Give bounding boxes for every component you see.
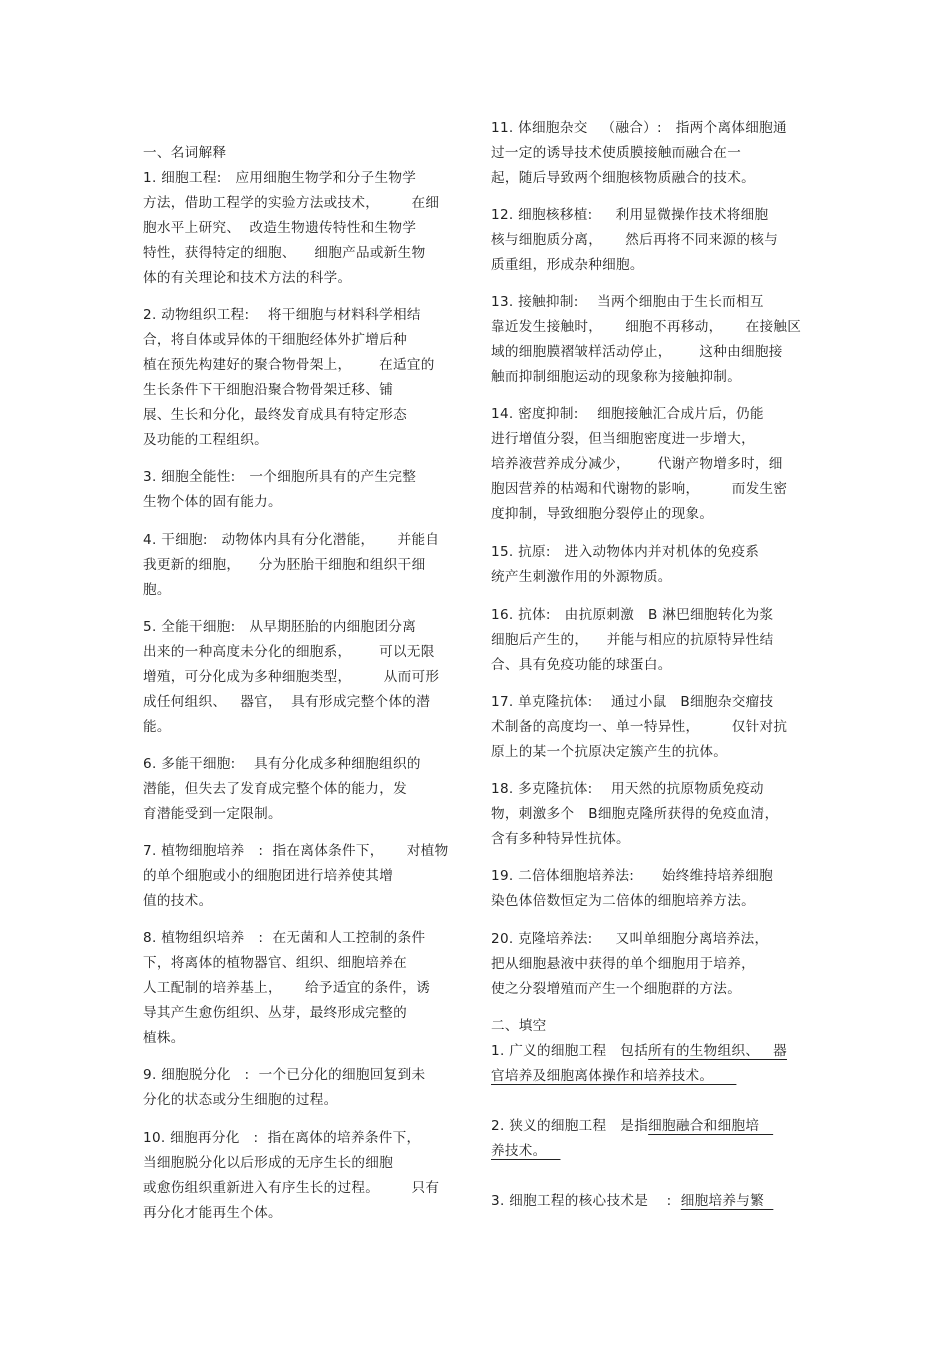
text-line: 11. 体细胞杂交 （融合）: 指两个离体细胞通 (491, 120, 787, 136)
definition-15 (491, 540, 809, 590)
text-line: 胞水平上研究、 改造生物遗传特性和生物学 (143, 220, 417, 236)
text-line: 12. 细胞核移植: 利用显微操作技术将细胞 (491, 207, 769, 223)
text-line: 方法，借助工程学的实验方法或技术， 在细 (143, 195, 440, 211)
text-line: 出来的一种高度未分化的细胞系， 可以无限 (143, 644, 435, 660)
text-line: 物，刺激多个 B细胞克隆所获得的免疫血清， (491, 806, 779, 822)
definition-9 (143, 1063, 461, 1113)
text-line: 再分化才能再生个体。 (143, 1205, 282, 1221)
definition-8 (143, 926, 461, 1051)
text-line: 植株。 (143, 1030, 185, 1046)
fill-answer: 养技术。 (491, 1143, 561, 1159)
text-line: 胞。 (143, 582, 171, 598)
text-line: 18. 多克隆抗体: 用天然的抗原物质免疫动 (491, 781, 764, 797)
text-line: 当细胞脱分化以后形成的无序生长的细胞 (143, 1155, 394, 1171)
text-line: 潜能，但失去了发育成完整个体的能力，发 (143, 781, 407, 797)
text-line: 胞因营养的枯竭和代谢物的影响， 而发生密 (491, 481, 788, 497)
text-line: 特性，获得特定的细胞、 细胞产品或新生物 (143, 245, 426, 261)
definition-14 (491, 402, 809, 527)
fill-answer: 官培养及细胞离体操作和培养技术。 (491, 1068, 737, 1084)
fill-answer: 细胞融合和细胞培 (648, 1118, 774, 1134)
text-line: 靠近发生接触时， 细胞不再移动， 在接触区 (491, 319, 802, 335)
text-line: 7. 植物细胞培养 : 指在离体条件下， 对植物 (143, 843, 449, 859)
text-line: 培养液营养成分减少， 代谢产物增多时，细 (491, 456, 783, 472)
text-line: 细胞后产生的， 并能与相应的抗原特异性结 (491, 632, 774, 648)
definition-1 (143, 166, 461, 291)
definition-12 (491, 203, 809, 278)
text-line: 15. 抗原: 进入动物体内并对机体的免疫系 (491, 544, 760, 560)
text-line: 核与细胞质分离， 然后再将不同来源的核与 (491, 232, 779, 248)
text-line: 质重组，形成杂种细胞。 (491, 257, 644, 273)
text-line: 进行增值分裂，但当细胞密度进一步增大， (491, 431, 755, 447)
fill-line (491, 1189, 809, 1214)
fill-line (491, 1114, 809, 1139)
text-line: 10. 细胞再分化 : 指在离体的培养条件下， (143, 1130, 421, 1146)
text-line: 我更新的细胞， 分为胚胎干细胞和组织干细 (143, 557, 426, 573)
text-line: 展、生长和分化，最终发育成具有特定形态 (143, 407, 407, 423)
text-line: 4. 干细胞: 动物体内具有分化潜能， 并能自 (143, 532, 440, 548)
text-line: 能。 (143, 719, 171, 735)
section-title-definitions (143, 141, 461, 166)
fill-item-1 (491, 1039, 809, 1089)
text-line: 5. 全能干细胞: 从早期胚胎的内细胞团分离 (143, 619, 417, 635)
definition-10 (143, 1126, 461, 1226)
fill-text: 2. 狭义的细胞工程 是指 (491, 1118, 649, 1134)
text-line: 含有多种特异性抗体。 (491, 831, 630, 847)
text-line: 触而抑制细胞运动的现象称为接触抑制。 (491, 369, 742, 385)
text-line: 育潜能受到一定限制。 (143, 806, 282, 822)
text-line: 及功能的工程组织。 (143, 432, 269, 448)
text-line: 3. 细胞全能性: 一个细胞所具有的产生完整 (143, 469, 417, 485)
text-line: 下，将离体的植物器官、组织、细胞培养在 (143, 955, 407, 971)
text-line: 分化的状态或分生细胞的过程。 (143, 1092, 338, 1108)
text-line: 20. 克隆培养法: 又叫单细胞分离培养法， (491, 931, 769, 947)
definition-5 (143, 615, 461, 740)
definition-7 (143, 839, 461, 914)
text-line: 把从细胞悬液中获得的单个细胞用于培养， (491, 956, 755, 972)
fill-line (491, 1064, 809, 1089)
fill-text: 3. 细胞工程的核心技术是 : (491, 1193, 681, 1209)
text-line: 度抑制，导致细胞分裂停止的现象。 (491, 506, 714, 522)
definition-6 (143, 752, 461, 827)
definition-16 (491, 603, 809, 678)
text-line: 14. 密度抑制: 细胞接触汇合成片后，仍能 (491, 406, 764, 422)
fill-item-3 (491, 1189, 809, 1214)
fill-text: 1. 广义的细胞工程 包括 (491, 1043, 649, 1059)
fill-answer: 所有的生物组织、 器 (648, 1043, 788, 1059)
fill-item-2 (491, 1114, 809, 1164)
fill-line (491, 1139, 809, 1164)
fill-answer: 细胞培养与繁 (680, 1193, 774, 1209)
definition-3 (143, 465, 461, 515)
text-line: 使之分裂增殖而产生一个细胞群的方法。 (491, 981, 742, 997)
text-line: 植在预先构建好的聚合物骨架上， 在适宜的 (143, 357, 435, 373)
section-title: 二、填空 (491, 1018, 547, 1034)
text-line: 16. 抗体: 由抗原刺激 B 淋巴细胞转化为浆 (491, 607, 774, 623)
text-line: 增殖，可分化成为多种细胞类型， 从而可形 (143, 669, 440, 685)
section-title: 一、名词解释 (143, 145, 227, 161)
text-line: 人工配制的培养基上， 给予适宜的条件，诱 (143, 980, 431, 996)
text-line: 域的细胞膜褶皱样活动停止， 这种由细胞接 (491, 344, 783, 360)
text-line: 统产生刺激作用的外源物质。 (491, 569, 672, 585)
section-title-fill-in (491, 1014, 809, 1039)
text-line: 1. 细胞工程: 应用细胞生物学和分子生物学 (143, 170, 417, 186)
text-line: 导其产生愈伤组织、丛芽，最终形成完整的 (143, 1005, 407, 1021)
text-line: 或愈伤组织重新进入有序生长的过程。 只有 (143, 1180, 440, 1196)
text-line: 生长条件下干细胞沿聚合物骨架迁移、铺 (143, 382, 394, 398)
text-line: 体的有关理论和技术方法的科学。 (143, 270, 352, 286)
text-line: 起，随后导致两个细胞核物质融合的技术。 (491, 170, 755, 186)
definition-13 (491, 290, 809, 390)
definition-18 (491, 777, 809, 852)
text-line: 值的技术。 (143, 893, 213, 909)
definition-2 (143, 303, 461, 453)
text-line: 原上的某一个抗原决定簇产生的抗体。 (491, 744, 728, 760)
definition-11 (491, 116, 809, 191)
text-line: 染色体倍数恒定为二倍体的细胞培养方法。 (491, 893, 755, 909)
text-line: 过一定的诱导技术使质膜接触而融合在一 (491, 145, 742, 161)
text-line: 成任何组织、 器官， 具有形成完整个体的潜 (143, 694, 431, 710)
text-line: 9. 细胞脱分化 : 一个已分化的细胞回复到未 (143, 1067, 426, 1083)
text-line: 术制备的高度均一、单一特异性， 仅针对抗 (491, 719, 788, 735)
text-line: 6. 多能干细胞: 具有分化成多种细胞组织的 (143, 756, 421, 772)
text-line: 合、具有免疫功能的球蛋白。 (491, 657, 672, 673)
text-line: 合，将自体或异体的干细胞经体外扩增后种 (143, 332, 407, 348)
definition-19 (491, 864, 809, 914)
text-line: 8. 植物组织培养 : 在无菌和人工控制的条件 (143, 930, 426, 946)
definition-17 (491, 690, 809, 765)
text-line: 19. 二倍体细胞培养法: 始终维持培养细胞 (491, 868, 774, 884)
definition-20 (491, 927, 809, 1002)
fill-line (491, 1039, 809, 1064)
text-line: 生物个体的固有能力。 (143, 494, 282, 510)
text-line: 17. 单克隆抗体: 通过小鼠 B细胞杂交瘤技 (491, 694, 774, 710)
definition-4 (143, 528, 461, 603)
text-line: 2. 动物组织工程: 将干细胞与材料科学相结 (143, 307, 421, 323)
text-line: 的单个细胞或小的细胞团进行培养使其增 (143, 868, 394, 884)
text-line: 13. 接触抑制: 当两个细胞由于生长而相互 (491, 294, 764, 310)
